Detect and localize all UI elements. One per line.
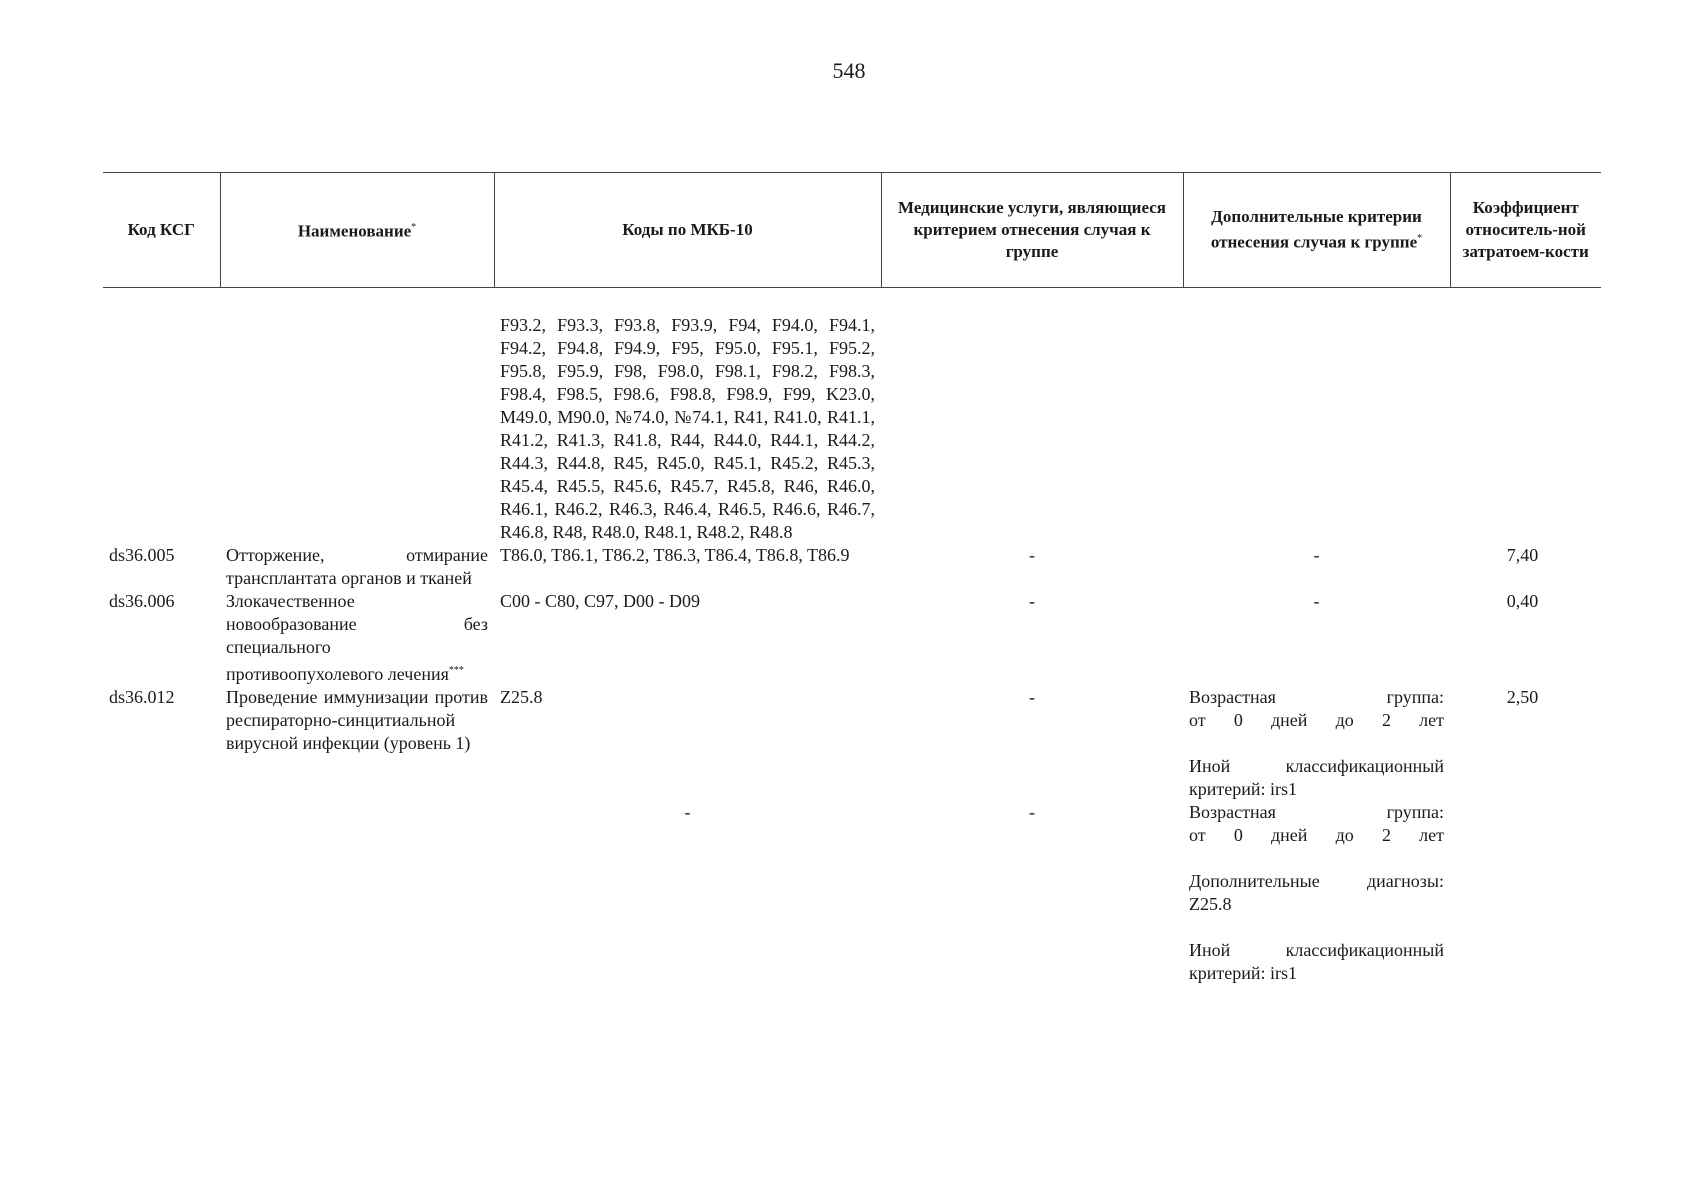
table-row	[103, 686, 1601, 985]
other-criterion-label: Иной классификационный	[1189, 756, 1444, 776]
table-row	[103, 544, 1601, 590]
table-header	[103, 173, 1601, 288]
page-number: 548	[832, 58, 866, 83]
row-icd-b: -	[684, 802, 691, 822]
additional-diagnoses-label: Дополнительные диагнозы:	[1189, 871, 1444, 891]
row-services-b: -	[1029, 802, 1035, 822]
row-services-a: -	[1029, 687, 1035, 707]
row-icd: C00 - C80, C97, D00 - D09	[500, 591, 701, 611]
row-code: ds36.006	[109, 591, 175, 611]
header-services: Медицинские услуги, являющиеся критерием отнесения случая к группе	[881, 173, 1183, 288]
criteria-block-a	[1189, 686, 1444, 801]
row-coef: 0,40	[1506, 591, 1539, 611]
header-coef: Коэффициент относитель-ной затратоем-кости	[1450, 173, 1601, 288]
other-criterion-label: Иной классификационный	[1189, 940, 1444, 960]
row-icd-a: Z25.8	[500, 687, 543, 707]
row-services: -	[1029, 591, 1035, 611]
age-group-value: от 0 дней до 2 лет	[1189, 825, 1444, 845]
header-name-footnote: *	[411, 222, 417, 234]
table-row	[103, 590, 1601, 686]
header-name: Наименование*	[220, 173, 494, 288]
row-code: ds36.005	[109, 545, 175, 565]
row-coef: 7,40	[1506, 545, 1539, 565]
age-group-value: от 0 дней до 2 лет	[1189, 710, 1444, 730]
icd-codes-continuation: F93.2, F93.3, F93.8, F93.9, F94, F94.0, F94.1, F94.2, F94.8, F94.9, F95, F95.0, F95.1, F95.2, F95.8, F95.9, F98, F98.0, F98.1, F98.2, F98.3, F98.4, F98.5, F98.6, F98.8, F98.9, F99, K23.0, M49.0, M90.0, №74.0, №74.1, R41, R41.0, R41.1, R41.2, R41.3, R41.8, R44, R44.0, R44.1, R44.2, R44.3, R44.8, R45, R45.0, R45.1, R45.2, R45.3, R45.4, R45.5, R45.6, R45.7, R45.8, R46, R46.0, R46.1, R46.2, R46.3, R46.4, R46.5, R46.6, R46.7, R46.8, R48, R48.0, R48.1, R48.2, R48.8	[500, 315, 875, 542]
age-group-label: Возрастная группа:	[1189, 802, 1444, 822]
row-coef: 2,50	[1506, 687, 1539, 707]
row-name: Отторжение, отмирание трансплантата органов и тканей	[226, 545, 488, 588]
row-criteria: -	[1313, 545, 1320, 565]
row-icd	[494, 686, 881, 985]
header-icd: Коды по МКБ-10	[494, 173, 881, 288]
row-criteria: -	[1313, 591, 1320, 611]
ksg-table	[103, 172, 1601, 985]
header-code: Код КСГ	[103, 173, 220, 288]
header-criteria-footnote: *	[1417, 233, 1423, 245]
row-services: -	[1029, 545, 1035, 565]
row-name: Злокачественное новообразование без специального противоопухолевого лечения***	[226, 591, 488, 684]
age-group-label: Возрастная группа:	[1189, 687, 1444, 707]
row-icd: T86.0, T86.1, T86.2, T86.3, T86.4, T86.8, T86.9	[500, 545, 850, 565]
row-criteria	[1183, 686, 1450, 985]
other-criterion-value: критерий: irs1	[1189, 779, 1297, 799]
header-criteria: Дополнительные критерии отнесения случая к группе*	[1183, 173, 1450, 288]
row-services	[881, 686, 1183, 985]
row-name-footnote: ***	[448, 665, 464, 676]
other-criterion-value: критерий: irs1	[1189, 963, 1297, 983]
table-row-continuation	[103, 288, 1601, 545]
row-code: ds36.012	[109, 687, 175, 707]
row-name: Проведение иммунизации против респираторно-синцитиальной вирусной инфекции (уровень 1)	[226, 687, 488, 753]
criteria-block-b	[1189, 801, 1444, 985]
additional-diagnoses-value: Z25.8	[1189, 894, 1232, 914]
